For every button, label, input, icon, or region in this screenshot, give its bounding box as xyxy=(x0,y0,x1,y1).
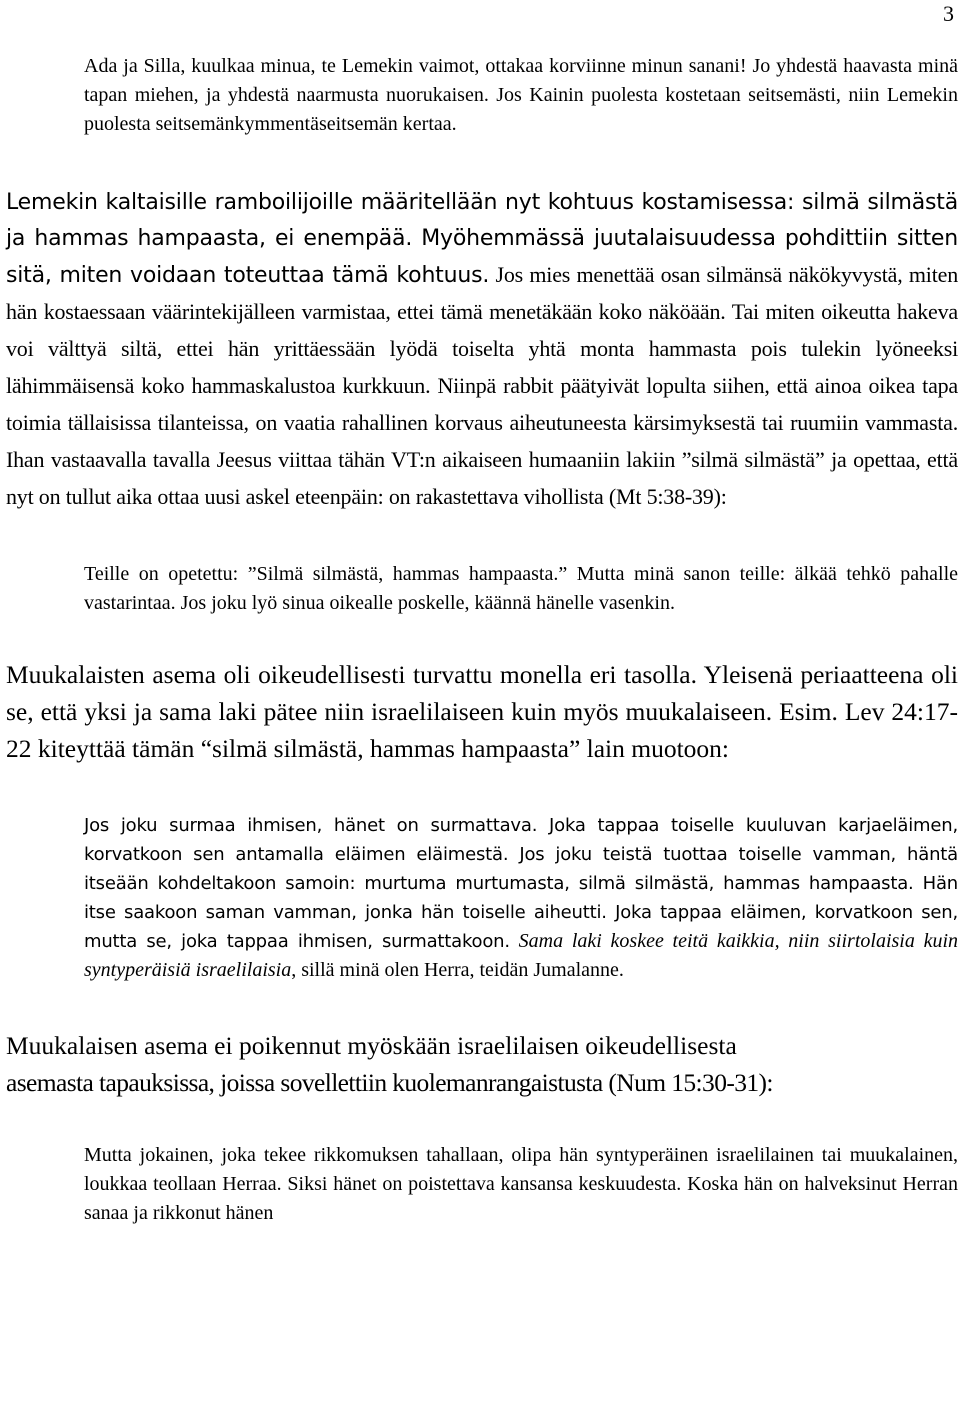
paragraph-death-penalty-line2: asemasta tapauksissa, joissa sovellettiin kuolemanrangaistusta (Num 15:30-31): xyxy=(6,1068,773,1097)
document-body xyxy=(6,52,958,1228)
paragraph-eye-for-eye-sans: Lemekin kaltaisille ramboilijoille määritellään nyt kohtuus kostamisessa: silmä silmästä ja hammas hampaasta, ei enempää. Myöhemmässä juutalaisuudessa pohdittiin sitten sitä, miten voidaan toteuttaa tämä kohtuus. xyxy=(6,190,958,288)
block-quote-leviticus-tail: , sillä minä olen Herra, teidän Jumalanne. xyxy=(291,959,624,981)
block-quote-leviticus xyxy=(84,811,958,985)
block-quote-lemek: Ada ja Silla, kuulkaa minua, te Lemekin vaimot, ottakaa korviinne minun sanani! Jo yhdestä haavasta minä tapan miehen, ja yhdestä naarmusta nuorukaisen. Jos Kainin puolesta kostetaan seitsemästi, niin Lemekin puolesta seitsemänkymmentäseitsemän kertaa. xyxy=(84,55,958,135)
block-quote-leviticus-sans: Jos joku surmaa ihmisen, hänet on surmattava. Joka tappaa toiselle kuuluvan karjaeläimen, korvatkoon sen antamalla eläimen eläimestä. Jos joku teistä tuottaa toiselle vamman, häntä itseään kohdeltakoon samoin: murtuma murtumasta, silmä silmästä, hammas hampaasta. Hän itse saakoon saman vamman, jonka hän toiselle aiheutti. Joka tappaa eläimen, korvatkoon sen, mutta se, joka tappaa ihmisen, surmattakoon. xyxy=(84,815,958,952)
paragraph-death-penalty-line1: Muukalaisen asema ei poikennut myöskään israelilaisen oikeudellisesta xyxy=(6,1031,737,1060)
block-quote-numbers: Mutta jokainen, joka tekee rikkomuksen tahallaan, olipa hän syntyperäinen israelilainen tai muukalainen, loukkaa teollaan Herraa. Siksi hänet on poistettava kansansa keskuudesta. Koska hän on halveksinut Herran sanaa ja rikkonut hänen xyxy=(84,1144,958,1224)
paragraph-death-penalty xyxy=(6,1027,958,1101)
page-number: 3 xyxy=(943,1,954,26)
block-quote-leviticus-italic: Sama laki koskee teitä kaikkia, niin siirtolaisia kuin syntyperäisiä israelilaisia xyxy=(84,930,959,981)
paragraph-foreigners-status: Muukalaisten asema oli oikeudellisesti turvattu monella eri tasolla. Yleisenä periaatteena oli se, että yksi ja sama laki pätee niin israelilaiseen kuin myös muukalaiseen. Esim. Lev 24:17-22 kiteyttää tämän “silmä silmästä, hammas hampaasta” lain muotoon: xyxy=(6,660,958,763)
block-quote-matthew: Teille on opetettu: ”Silmä silmästä, hammas hampaasta.” Mutta minä sanon teille: älkää tehkö pahalle vastarintaa. Jos joku lyö sinua oikealle poskelle, käännä hänelle vasenkin. xyxy=(84,563,958,614)
paragraph-eye-for-eye-serif: Jos mies menettää osan silmänsä näkökyvystä, miten hän kostaessaan väärintekijälleen varmistaa, ettei tämä menetäkään koko näköään. Tai miten oikeutta hakeva voi välttyä siltä, ettei hän yrittäessään lyödä toiselta yhtä monta hammasta pois tulekin lyöneeksi lähimmäisensä koko hammaskalustoa kurkkuun. Niinpä rabbit päätyivät lopulta siihen, että ainoa oikea tapa toimia tällaisissa tilanteissa, on vaatia rahallinen korvaus aiheutuneesta kärsimyksestä tai ruumiin vammasta. Ihan vastaavalla tavalla Jeesus viittaa tähän VT:n aikaiseen humaaniin lakiin ”silmä silmästä” ja opettaa, että nyt on tullut aika ottaa uusi askel eteenpäin: on rakastettava vihollista (Mt 5:38-39): xyxy=(6,262,958,509)
paragraph-eye-for-eye xyxy=(6,185,958,516)
